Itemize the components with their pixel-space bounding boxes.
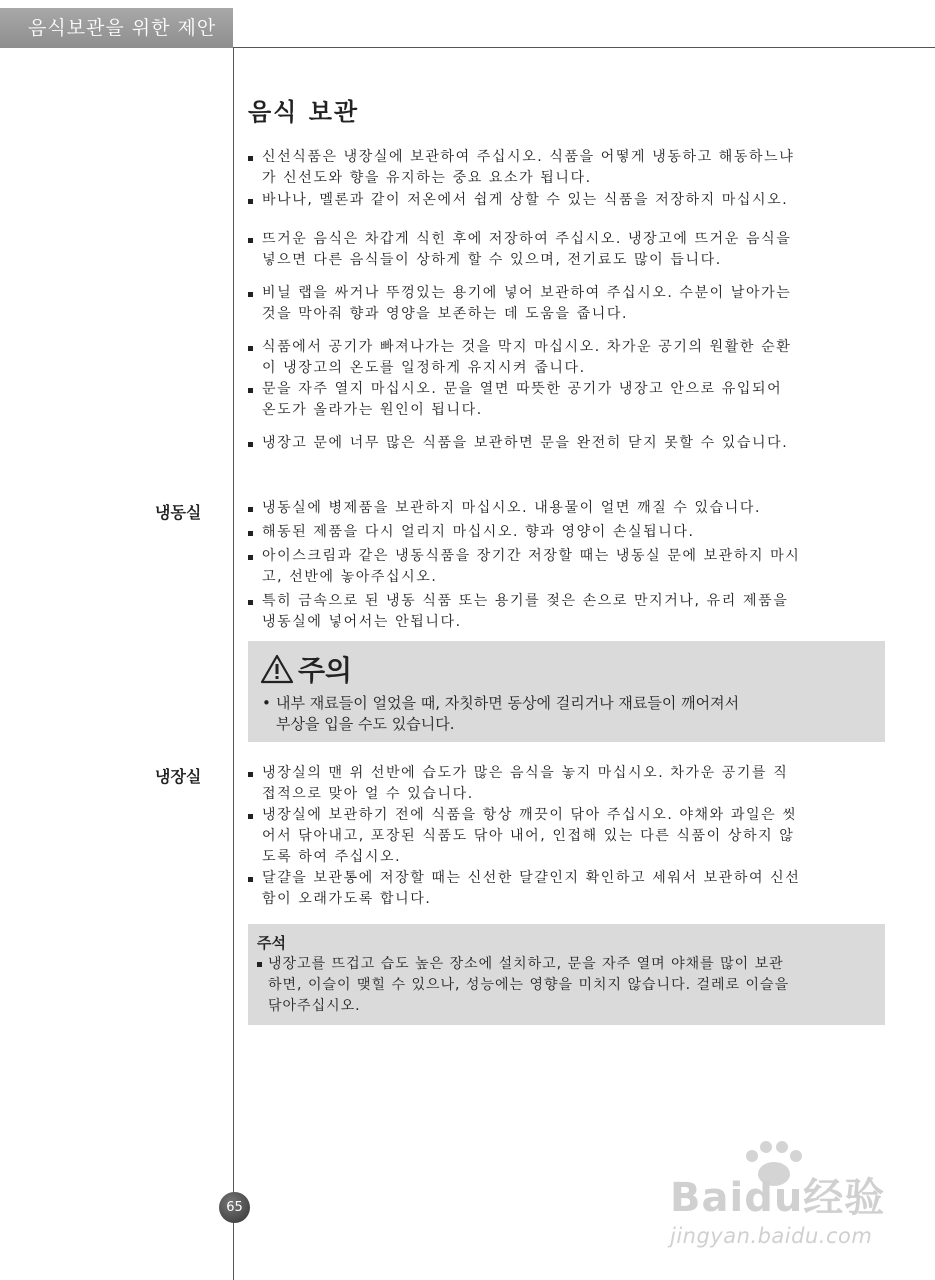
caution-header xyxy=(260,649,352,689)
list-item: 식품에서 공기가 빠져나가는 것을 막지 마십시오. 차가운 공기의 원활한 순환 이 냉장고의 온도를 일정하게 유지시켜 줍니다. xyxy=(248,337,888,379)
list-item: 특히 금속으로 된 냉동 식품 또는 용기를 젖은 손으로 만지거나, 유리 제품을 냉동실에 넣어서는 안됩니다. xyxy=(248,591,888,633)
note-title: 주석 xyxy=(257,934,286,952)
list-item: 신선식품은 냉장실에 보관하여 주십시오. 식품을 어떻게 냉동하고 해동하느냐 가 신선도와 향을 유지하는 중요 요소가 됩니다. xyxy=(248,147,888,189)
caution-title: 주의 xyxy=(298,654,353,687)
watermark-url: jingyan.baidu.com xyxy=(670,1224,873,1248)
watermark xyxy=(660,1140,920,1270)
section-header-tab: 음식보관을 위한 제안 xyxy=(0,8,233,48)
list-item: 냉동실에 병제품을 보관하지 마십시오. 내용물이 얼면 깨질 수 있습니다. xyxy=(248,498,888,519)
fridge-section-label: 냉장실 xyxy=(155,767,202,786)
list-item: 냉장실의 맨 위 선반에 습도가 많은 음식을 놓지 마십시오. 차가운 공기를 직 접적으로 맞아 얼 수 있습니다. xyxy=(248,763,888,805)
header-rule xyxy=(233,47,935,48)
note-box xyxy=(248,924,885,1025)
list-item: 바나나, 멜론과 같이 저온에서 쉽게 상할 수 있는 식품을 저장하지 마십시오. xyxy=(248,190,888,211)
page-number-badge: 65 xyxy=(219,1192,250,1223)
list-item: 비닐 랩을 싸거나 뚜껑있는 용기에 넣어 보관하여 주십시오. 수분이 날아가는 것을 막아줘 향과 영양을 보존하는 데 도움을 줍니다. xyxy=(248,283,888,325)
freezer-section-label: 냉동실 xyxy=(155,503,202,522)
freezer-list xyxy=(248,498,888,633)
note-text: 냉장고를 뜨겁고 습도 높은 장소에 설치하고, 문을 자주 열며 야채를 많이 보관 하면, 이슬이 맺힐 수 있으나, 성능에는 영향을 미치지 않습니다. 걸레로 이슬을 닦아주십시오. xyxy=(257,954,872,1017)
watermark-logo: Baidu经验 xyxy=(670,1175,886,1221)
list-item: 아이스크림과 같은 냉동식품을 장기간 저장할 때는 냉동실 문에 보관하지 마시 고, 선반에 놓아주십시오. xyxy=(248,546,888,588)
list-item: 문을 자주 열지 마십시오. 문을 열면 따뜻한 공기가 냉장고 안으로 유입되어 온도가 올라가는 원인이 됩니다. xyxy=(248,379,888,421)
list-item: 냉장고 문에 너무 많은 식품을 보관하면 문을 완전히 닫지 못할 수 있습니다. xyxy=(248,433,888,454)
list-item: 해동된 제품을 다시 얼리지 마십시오. 향과 영양이 손실됩니다. xyxy=(248,522,888,543)
list-item: 냉장실에 보관하기 전에 식품을 항상 깨끗이 닦아 주십시오. 야채와 과일은 씻 어서 닦아내고, 포장된 식품도 닦아 내어, 인접해 있는 다른 식품이 상하지 않 도록 하여 주십시오. xyxy=(248,805,888,868)
caution-box xyxy=(248,641,885,742)
list-item: 달걀을 보관통에 저장할 때는 신선한 달걀인지 확인하고 세워서 보관하여 신선 함이 오래가도록 합니다. xyxy=(248,868,888,910)
list-item: 뜨거운 음식은 차갑게 식힌 후에 저장하여 주십시오. 냉장고에 뜨거운 음식을 넣으면 다른 음식들이 상하게 할 수 있으며, 전기료도 많이 듭니다. xyxy=(248,229,888,271)
caution-text: • 내부 재료들이 얼었을 때, 자칫하면 동상에 걸리거나 재료들이 깨어져서 부상을 입을 수도 있습니다. xyxy=(262,694,740,733)
warning-triangle-icon xyxy=(260,654,294,684)
page-title: 음식 보관 xyxy=(248,98,360,126)
left-margin-rule xyxy=(233,47,234,1280)
fridge-list xyxy=(248,763,888,910)
general-storage-list xyxy=(248,147,888,454)
